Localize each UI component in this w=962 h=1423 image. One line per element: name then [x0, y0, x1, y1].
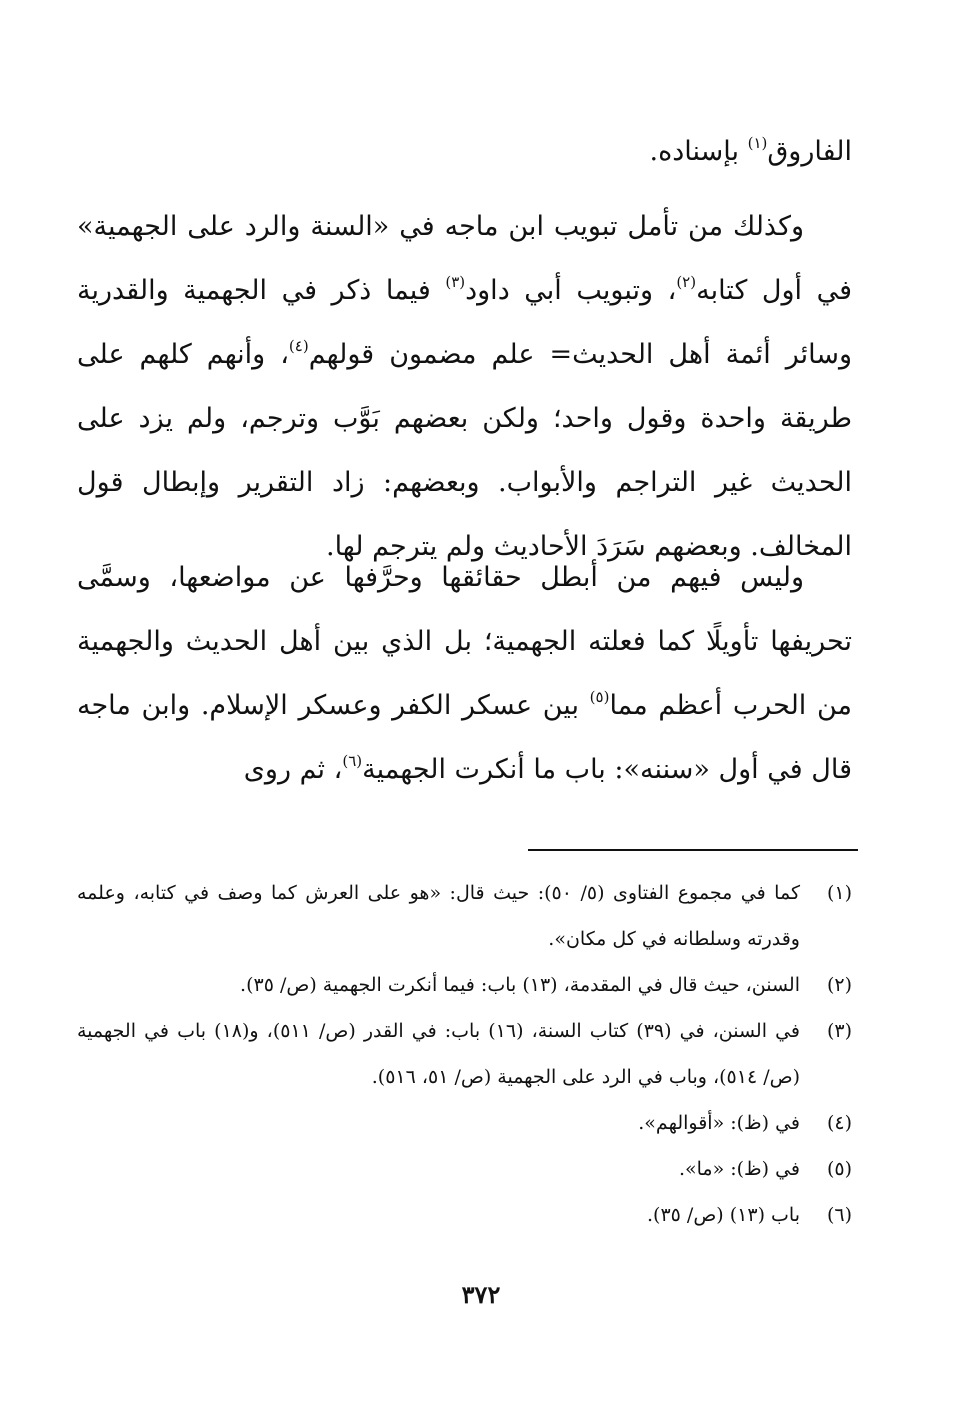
- footnote-number: (٤): [826, 1112, 852, 1134]
- footnote-2: [77, 962, 852, 1008]
- footnote-text: في السنن، في (٣٩) كتاب السنة، (١٦) باب: في القدر (ص/ ٥١١)، و(١٨) باب في الجهمية (ص/ ٥١٤)، وباب في الرد على الجهمية (ص/ ٥١، ٥١٦).: [77, 1020, 801, 1088]
- footnote-5: [77, 1146, 852, 1192]
- footnote-ref-2: (٢): [676, 273, 697, 291]
- paragraph-1-text-end: بإسناده.: [649, 136, 748, 167]
- paragraph-2-part-3: فيما ذكر في الجهمية والقدرية وسائر أئمة أهل الحديث= علم مضمون قولهم: [77, 275, 852, 370]
- paragraph-2: [77, 195, 852, 579]
- footnote-4: [77, 1100, 852, 1146]
- footnote-number: (٥): [826, 1158, 852, 1180]
- footnote-number: (٣): [826, 1020, 852, 1042]
- paragraph-3-part-3: ، ثم روى: [243, 754, 343, 785]
- paragraph-1-text: الفاروق: [767, 136, 852, 167]
- footnote-text: باب (١٣) (ص/ ٣٥).: [647, 1204, 800, 1226]
- footnote-number: (٦): [826, 1204, 852, 1226]
- paragraph-3-part-1: وليس فيهم من أبطل حقائقها وحرَّفها عن مواضعها، وسمَّى تحريفها تأويلًا كما فعلته الجهمية؛ بل الذي بين أهل الحديث والجهمية من الحرب أعظم مما: [77, 562, 853, 721]
- paragraph-1: [77, 120, 852, 184]
- footnote-6: [77, 1192, 852, 1238]
- footnote-number: (١): [826, 882, 852, 904]
- footnote-text: في (ظ): «أقوالهم».: [638, 1112, 800, 1134]
- footnote-ref-4: (٤): [288, 337, 309, 355]
- footnotes: [77, 870, 852, 1238]
- paragraph-2-part-2: ، وتبويب أبي داود: [465, 275, 677, 306]
- footnote-separator: [528, 849, 858, 851]
- page-number: ٣٧٢: [461, 1280, 501, 1309]
- footnote-ref-5: (٥): [589, 688, 610, 706]
- footnote-ref-6: (٦): [342, 752, 363, 770]
- footnote-text: السنن، حيث قال في المقدمة، (١٣) باب: فيما أنكرت الجهمية (ص/ ٣٥).: [240, 974, 800, 996]
- paragraph-3-part-2: بين عسكر الكفر وعسكر الإسلام. وابن ماجه قال في أول «سننه»: باب ما أنكرت الجهمية: [77, 690, 852, 785]
- footnote-text: في (ظ): «ما».: [678, 1158, 800, 1180]
- paragraph-2-part-4: ، وأنهم كلهم على طريقة واحدة وقول واحد؛ ولكن بعضهم بَوَّب وترجم، ولم يزد على الحديث غير التراجم والأبواب. وبعضهم: زاد التقرير وإبطال قول المخالف. وبعضهم سَرَدَ الأحاديث ولم يترجم لها.: [77, 339, 852, 562]
- paragraph-3: [77, 546, 852, 802]
- footnote-number: (٢): [826, 974, 852, 996]
- paragraph-2-part-1: وكذلك من تأمل تبويب ابن ماجه في «السنة والرد على الجهمية» في أول كتابه: [77, 211, 853, 306]
- footnote-1: [77, 870, 852, 962]
- footnote-ref-1: (١): [747, 134, 768, 152]
- footnote-ref-3: (٣): [445, 273, 466, 291]
- footnote-text: كما في مجموع الفتاوى (٥/ ٥٠): حيث قال: «هو على العرش كما وصف في كتابه، وعلمه وقدرته وسلطانه في كل مكان».: [77, 882, 800, 950]
- footnote-3: [77, 1008, 852, 1100]
